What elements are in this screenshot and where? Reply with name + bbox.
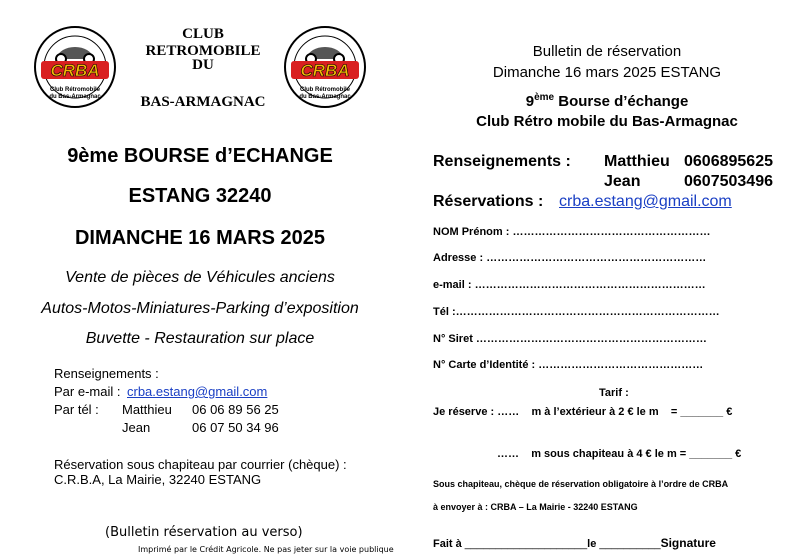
event-place: ESTANG 32240 <box>128 185 272 207</box>
bourse-rest: Bourse d’échange <box>554 93 689 110</box>
svg-text:Club Rétromobile: Club Rétromobile <box>299 87 351 93</box>
reserve-outdoor[interactable]: Je réserve : …… m à l’extérieur à 2 € le m = _______ € <box>433 406 733 418</box>
contact-name-right-1: Matthieu <box>604 153 670 170</box>
event-date: DIMANCHE 16 MARS 2025 <box>74 227 326 249</box>
svg-text:du Bas-Armagnac: du Bas-Armagnac <box>299 94 351 100</box>
contact-phone-1: 06 06 89 56 25 <box>192 402 279 417</box>
footer-note: Imprimé par le Crédit Agricole. Ne pas jeter sur la voie publique <box>138 545 394 554</box>
contact-phone-right-2: 0607503496 <box>684 173 773 190</box>
form-field-address[interactable]: Adresse : …………………………………………………… <box>433 252 707 264</box>
desc-line-3: Buvette - Restauration sur place <box>85 330 315 347</box>
date-blank[interactable]: __________ <box>599 538 661 550</box>
reservations-email-link[interactable]: crba.estang@gmail.com <box>559 193 732 210</box>
verso-note: (Bulletin réservation au verso) <box>105 525 303 540</box>
form-field-id-card[interactable]: N° Carte d’Identité : ……………………………………… <box>433 359 704 371</box>
club-heading: Club Rétro mobile du Bas-Armagnac <box>476 113 738 130</box>
cheque-line-1: Sous chapiteau, chèque de réservation obligatoire à l’ordre de CRBA <box>433 479 729 489</box>
form-field-siret[interactable]: N° Siret ……………………………………………………… <box>433 333 707 345</box>
phone-label: Par tél : <box>54 402 99 417</box>
cheque-line-2: à envoyer à : CRBA – La Mairie - 32240 ESTANG <box>433 502 638 512</box>
svg-text:CRBA: CRBA <box>300 61 350 80</box>
bulletin-title: Bulletin de réservation <box>532 43 682 60</box>
club-name-line-2: DU <box>192 57 214 73</box>
desc-line-2: Autos-Motos-Miniatures-Parking d’exposition <box>41 300 359 317</box>
contact-phone-2: 06 07 50 34 96 <box>192 420 279 435</box>
contact-name-2: Jean <box>122 420 151 435</box>
reservations-label: Réservations : <box>433 193 544 210</box>
fait-a-blank[interactable]: ____________________ <box>464 538 588 550</box>
le-label: le <box>587 538 597 550</box>
email-label: Par e-mail : <box>54 384 121 399</box>
email-link[interactable]: crba.estang@gmail.com <box>127 384 268 399</box>
form-field-name[interactable]: NOM Prénom : ……………………………………………… <box>433 226 711 238</box>
contact-name-1: Matthieu <box>122 402 172 417</box>
crba-logo-left <box>33 25 117 109</box>
desc-line-1: Vente de pièces de Véhicules anciens <box>65 269 335 286</box>
svg-text:Club Rétromobile: Club Rétromobile <box>49 87 101 93</box>
reserve-tent[interactable]: …… m sous chapiteau à 4 € le m = _______ € <box>497 448 742 460</box>
bulletin-date: Dimanche 16 mars 2025 ESTANG <box>492 64 722 81</box>
fait-a-label: Fait à <box>433 538 462 550</box>
club-name-line-3: BAS-ARMAGNAC <box>140 94 266 110</box>
contact-name-right-2: Jean <box>604 173 641 190</box>
event-title: 9ème BOURSE d’ECHANGE <box>67 145 333 167</box>
logo-text: CRBA <box>50 61 100 80</box>
reservation-line-1: Réservation sous chapiteau par courrier (chèque) : <box>54 457 347 472</box>
reservation-line-2: C.R.B.A, La Mairie, 32240 ESTANG <box>54 472 262 487</box>
form-field-email[interactable]: e-mail : ……………………………………………………… <box>433 279 706 291</box>
bourse-superscript: ème <box>534 92 555 103</box>
bourse-heading <box>427 92 787 110</box>
svg-text:du Bas-Armagnac: du Bas-Armagnac <box>49 94 101 100</box>
crba-logo-right <box>283 25 367 109</box>
tarif-label: Tarif : <box>599 387 629 399</box>
signature-label: Signature <box>660 536 716 550</box>
info-label-right: Renseignements : <box>433 153 571 170</box>
info-label: Renseignements : <box>54 366 159 381</box>
club-name-line-1: CLUB RETROMOBILE <box>145 26 261 59</box>
contact-phone-right-1: 0606895625 <box>684 153 773 170</box>
bourse-number: 9 <box>525 93 535 110</box>
form-field-phone[interactable]: Tél :……………………………………………………………… <box>433 306 720 318</box>
signature-row <box>433 536 716 550</box>
